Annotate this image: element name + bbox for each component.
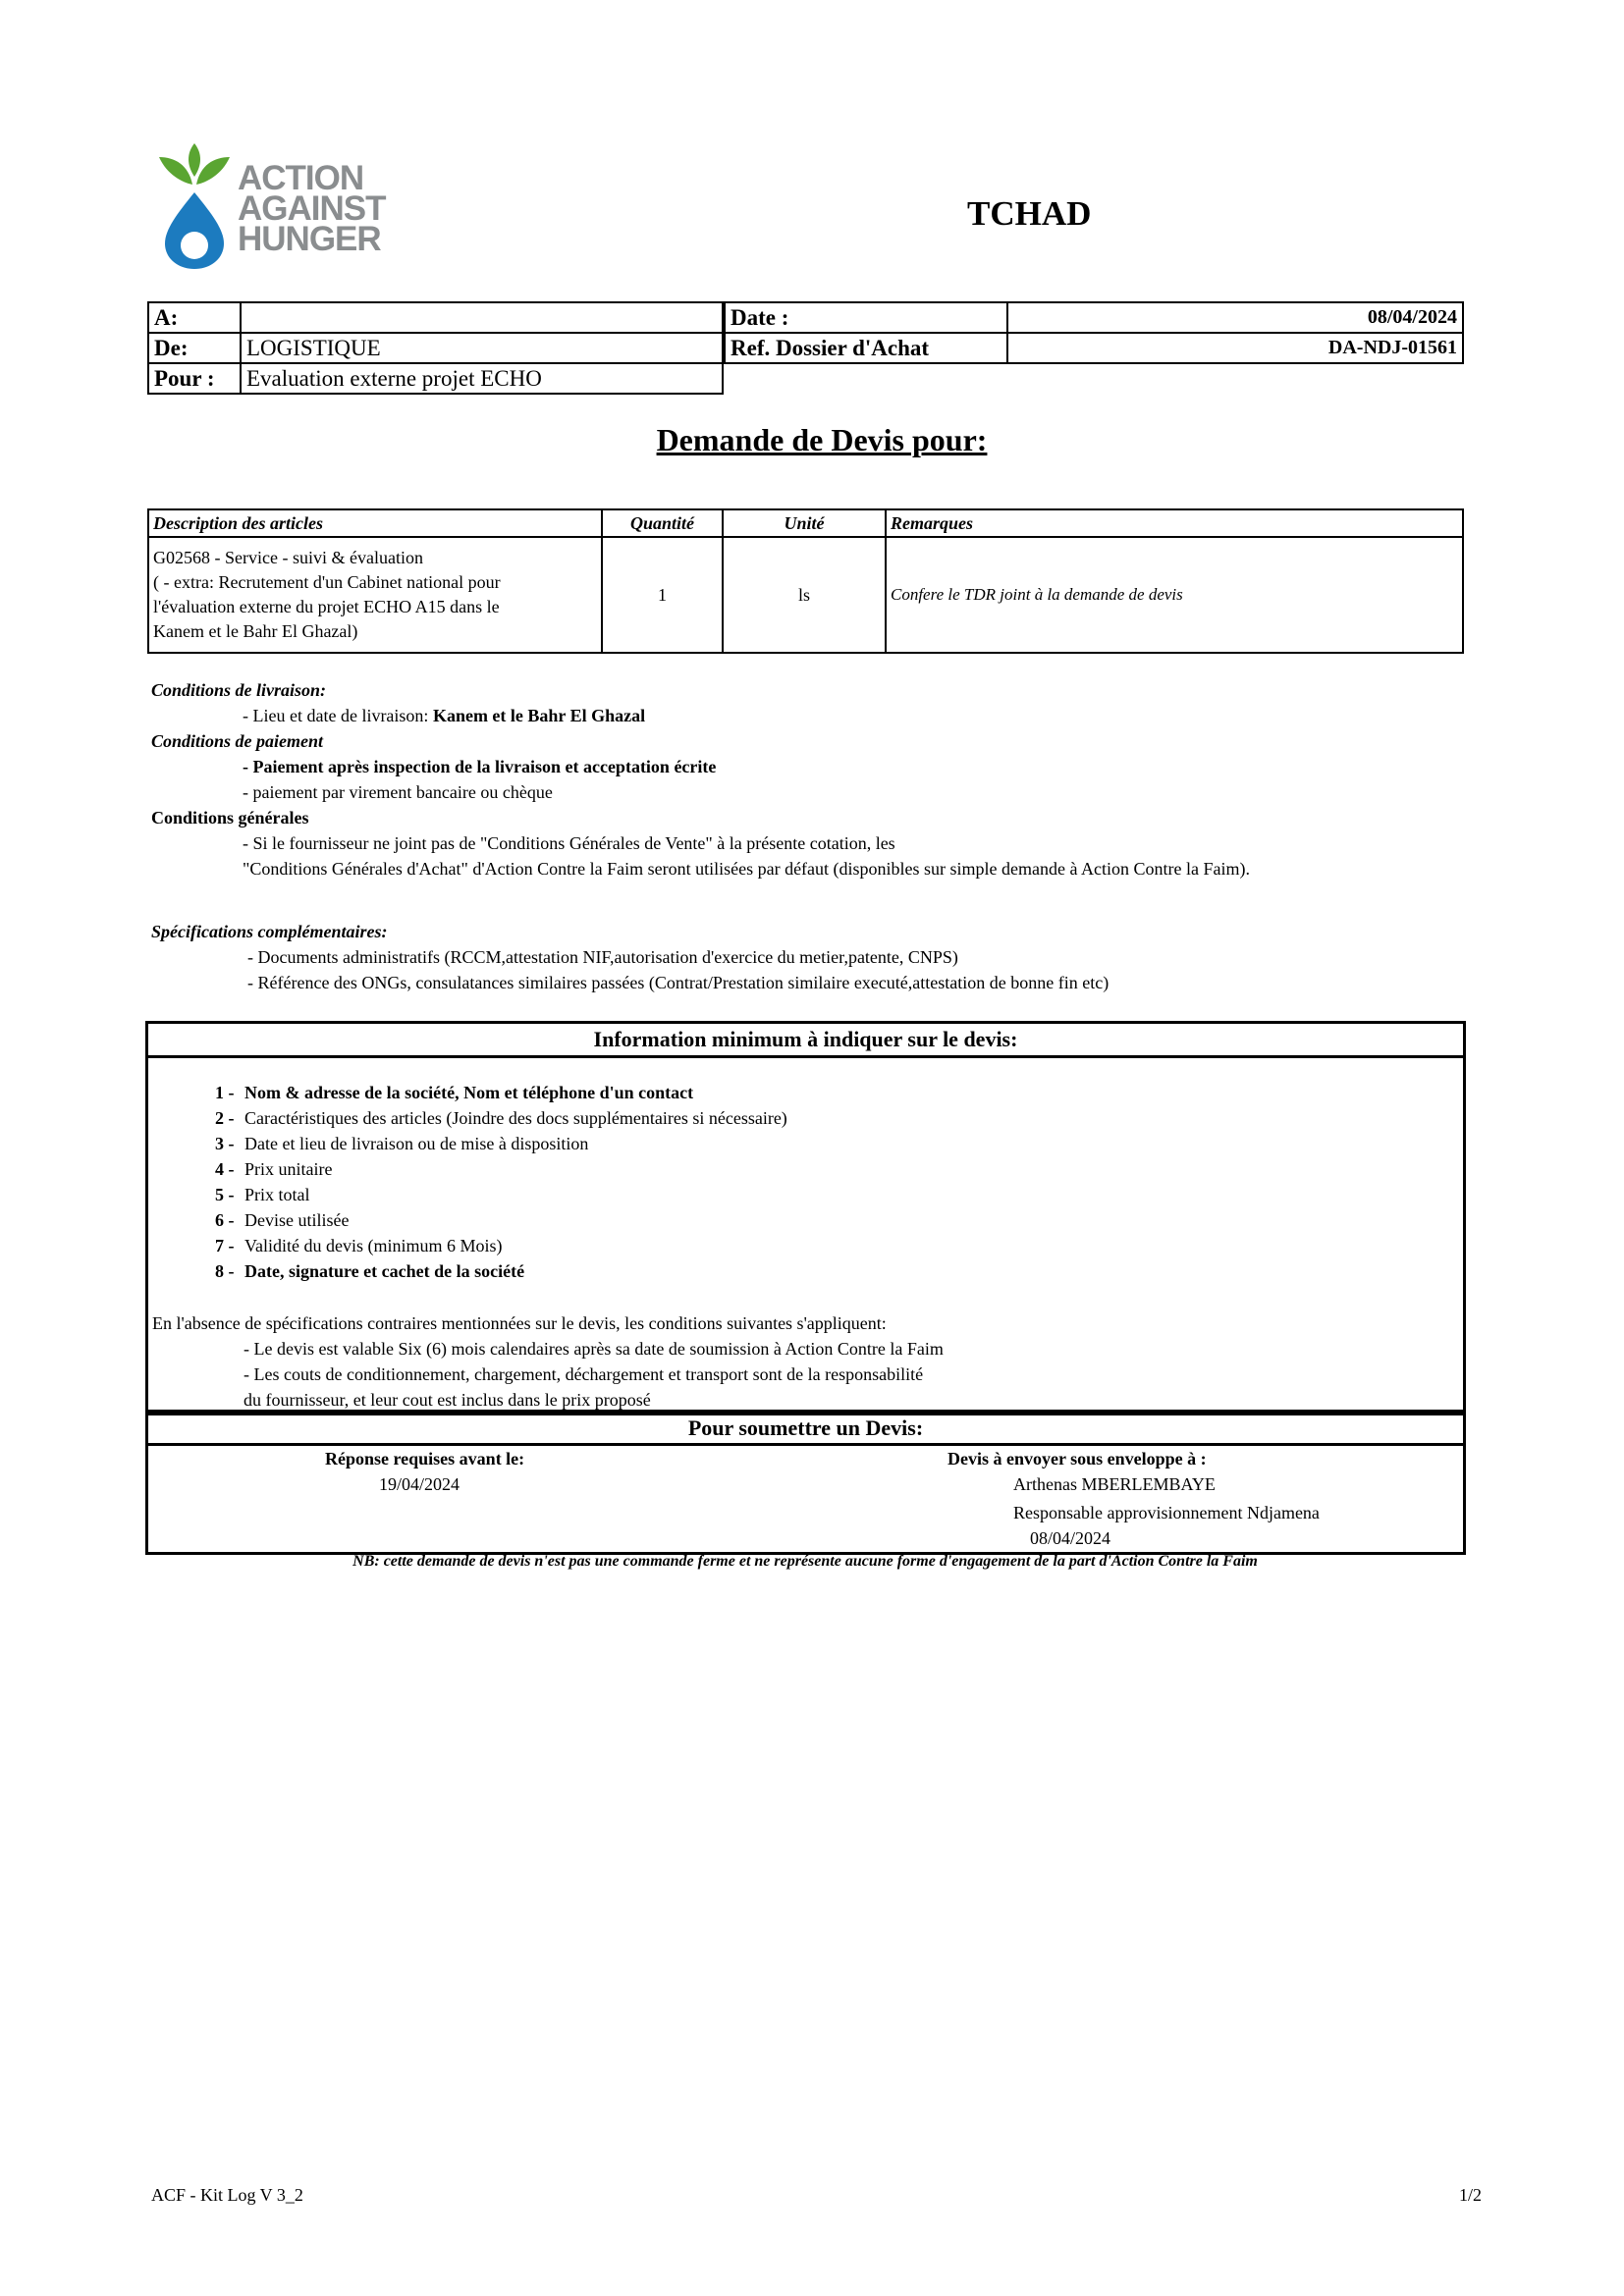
item-number: 4 - [215,1159,235,1179]
list-item [215,1182,787,1207]
desc-line: l'évaluation externe du projet ECHO A15 dans le [153,597,500,616]
livraison-label: Conditions de livraison: [151,680,327,700]
item-text: Devise utilisée [244,1210,350,1230]
de-label: De: [148,333,241,363]
items-table [147,508,1464,654]
item-number: 6 - [215,1210,235,1230]
item-number: 7 - [215,1236,235,1255]
livraison-line [151,703,1467,728]
list-item [215,1258,787,1284]
envoi-role: Responsable approvisionnement Ndjamena [1013,1503,1320,1522]
reponse-date: 19/04/2024 [379,1474,460,1494]
table-row [148,537,1463,653]
info-box-title: Information minimum à indiquer sur le devis: [148,1024,1463,1058]
paiement-label: Conditions de paiement [151,731,324,751]
desc-line: Kanem et le Bahr El Ghazal) [153,621,358,641]
specs-line-1: - Documents administratifs (RCCM,attestation NIF,autorisation d'exercice du metier,patente, CNPS) [247,947,958,967]
list-item [215,1105,787,1131]
generales-label: Conditions générales [151,808,309,828]
generales-line-1: - Si le fournisseur ne joint pas de "Conditions Générales de Vente" à la présente cotation, les [243,833,895,853]
livraison-value: Kanem et le Bahr El Ghazal [432,706,646,725]
envoi-date: 08/04/2024 [1030,1528,1111,1548]
conditions [151,677,1467,881]
absence-intro: En l'absence de spécifications contraires mentionnées sur le devis, les conditions suivantes s'appliquent: [152,1313,887,1333]
submit-box [145,1410,1466,1555]
specs-line-2: - Référence des ONGs, consulatances similaires passées (Contrat/Prestation similaire executé,attestation de bonne fin etc) [247,973,1110,992]
desc-line: G02568 - Service - suivi & évaluation [153,548,423,567]
generales-line-2: "Conditions Générales d'Achat" d'Action Contre la Faim seront utilisées par défaut (disponibles sur simple demande à Action Contre la Faim). [243,859,1250,879]
list-item [215,1233,787,1258]
item-remarks: Confere le TDR joint à la demande de devis [886,537,1463,653]
item-number: 8 - [215,1261,235,1281]
ref-value: DA-NDJ-01561 [1007,333,1463,363]
item-text: Nom & adresse de la société, Nom et téléphone d'un contact [244,1083,694,1102]
item-text: Prix total [244,1185,310,1204]
de-value: LOGISTIQUE [241,333,723,363]
reponse-label: Réponse requises avant le: [325,1449,525,1468]
item-quantity: 1 [602,537,723,653]
item-text: Caractéristiques des articles (Joindre des docs supplémentaires si nécessaire) [244,1108,787,1128]
specs-label: Spécifications complémentaires: [151,922,388,941]
col-quantity: Quantité [602,509,723,537]
absence-line-2: - Les couts de conditionnement, chargement, déchargement et transport sont de la responsabilité [244,1364,924,1384]
pour-label: Pour : [148,363,241,394]
item-number: 1 - [215,1083,235,1102]
col-remarks: Remarques [886,509,1463,537]
absence-line-3: du fournisseur, et leur cout est inclus dans le prix proposé [244,1390,651,1410]
date-label: Date : [725,302,1007,333]
item-text: Date et lieu de livraison ou de mise à disposition [244,1134,589,1153]
item-unit: ls [723,537,886,653]
list-item [215,1080,787,1105]
list-item [215,1131,787,1156]
paiement-line-2: - paiement par virement bancaire ou chèque [243,782,553,802]
country-title: TCHAD [967,194,1092,233]
footer-left: ACF - Kit Log V 3_2 [151,2185,303,2205]
item-text: Validité du devis (minimum 6 Mois) [244,1236,503,1255]
logo-line-3: HUNGER [238,220,381,258]
header-right-table [724,301,1464,364]
envoi-name: Arthenas MBERLEMBAYE [1013,1474,1216,1494]
submit-box-title: Pour soumettre un Devis: [148,1413,1463,1446]
item-number: 2 - [215,1108,235,1128]
item-text: Prix unitaire [244,1159,333,1179]
ref-label: Ref. Dossier d'Achat [725,333,1007,363]
info-list [215,1080,787,1284]
nb-note: NB: cette demande de devis n'est pas une commande ferme et ne représente aucune forme d'engagement de la part d'Action Contre la Faim [352,1553,1258,1570]
item-number: 5 - [215,1185,235,1204]
date-value: 08/04/2024 [1007,302,1463,333]
desc-line: ( - extra: Recrutement d'un Cabinet national pour [153,572,501,592]
leaf-drop-icon [157,135,232,273]
envoi-label: Devis à envoyer sous enveloppe à : [947,1449,1207,1468]
logo-line-1: ACTION [238,159,364,197]
item-number: 3 - [215,1134,235,1153]
logo-line-2: AGAINST [238,189,386,228]
absence-line-1: - Le devis est valable Six (6) mois calendaires après sa date de soumission à Action Contre la Faim [244,1339,944,1359]
page-title: Demande de Devis pour: [656,422,988,457]
livraison-prefix: - Lieu et date de livraison: [243,706,433,725]
a-value [241,302,723,333]
paiement-line-1: - Paiement après inspection de la livraison et acceptation écrite [243,757,717,776]
absence-block [152,1310,1448,1413]
item-description [148,537,602,653]
header-left-table [147,301,724,395]
footer-right: 1/2 [1459,2185,1483,2205]
info-box [145,1021,1466,1415]
list-item [215,1156,787,1182]
pour-value: Evaluation externe projet ECHO [241,363,723,394]
logo [157,135,393,273]
a-label: A: [148,302,241,333]
col-description: Description des articles [148,509,602,537]
item-text: Date, signature et cachet de la société [244,1261,525,1281]
list-item [215,1207,787,1233]
specifications [151,919,1467,995]
col-unit: Unité [723,509,886,537]
